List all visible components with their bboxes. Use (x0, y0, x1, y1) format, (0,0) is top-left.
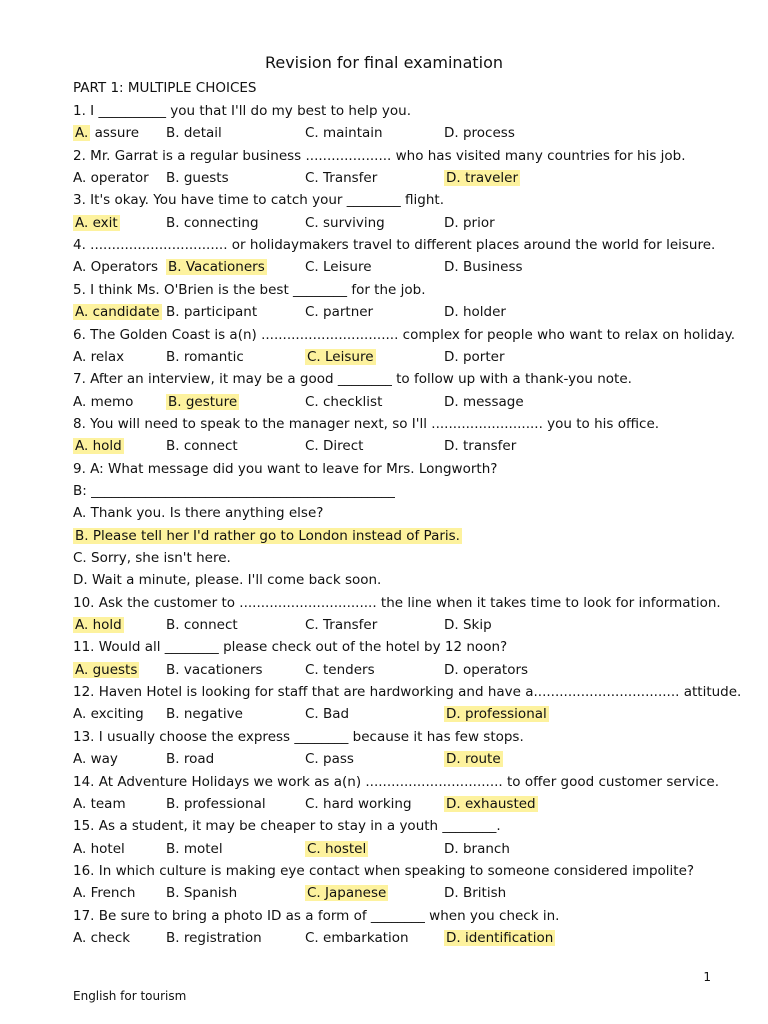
answer-option: C. embarkation (305, 929, 409, 946)
answer-option: A. memo (73, 393, 134, 410)
answer-option: B. negative (166, 706, 243, 723)
answer-option: B. gesture (168, 393, 238, 410)
question-line: 2. Mr. Garrat is a regular business .................... who has visited many countries for his job. (73, 147, 686, 164)
answer-option: A. check (73, 929, 131, 946)
answer-option: B. detail (166, 125, 222, 142)
question-line: 9. A: What message did you want to leave for Mrs. Longworth? (73, 460, 498, 477)
question-line: 11. Would all ________ please check out of the hotel by 12 noon? (73, 639, 508, 656)
question-line: 4. ................................ or holidaymakers travel to different places around the world for leisure. (73, 237, 716, 254)
answer-option: D. route (446, 751, 501, 768)
question-line: D. Wait a minute, please. I'll come back soon. (73, 572, 382, 589)
footer-course: English for tourism (73, 989, 187, 1003)
question-line: 13. I usually choose the express ________ because it has few stops. (73, 728, 524, 745)
question-line: 12. Haven Hotel is looking for staff that are hardworking and have a.................................. attitude. (73, 684, 742, 701)
answer-option: B. connect (166, 617, 238, 634)
answer-option: D. message (444, 393, 524, 410)
answer-option: B. vacationers (166, 661, 263, 678)
answer-option: A. hotel (73, 840, 125, 857)
answer-option: A. way (73, 751, 118, 768)
answer-option: D. British (444, 885, 507, 902)
answer-option: A. assure (75, 125, 140, 142)
question-line: 7. After an interview, it may be a good ________ to follow up with a thank-you note. (73, 371, 632, 388)
answer-option: C. hard working (305, 795, 412, 812)
answer-option: C. partner (305, 304, 374, 321)
answer-option: B. Spanish (166, 885, 238, 902)
answer-option: A. hold (75, 438, 122, 455)
answer-option: C. tenders (305, 661, 375, 678)
question-line: A. Thank you. Is there anything else? (73, 505, 324, 522)
answer-option: D. holder (444, 304, 506, 321)
answer-option: C. checklist (305, 393, 383, 410)
answer-option: A. team (73, 795, 126, 812)
question-line: 5. I think Ms. O'Brien is the best ________ for the job. (73, 281, 426, 298)
answer-option: D. operators (444, 661, 529, 678)
answer-option: B. motel (166, 840, 223, 857)
question-line: C. Sorry, she isn't here. (73, 550, 231, 566)
answer-option: B. romantic (166, 348, 244, 365)
answer-option: D. transfer (444, 438, 517, 455)
answer-option: A. relax (73, 348, 125, 365)
question-line: B: _____________________________________________ (73, 482, 395, 499)
answer-option: A. operator (73, 170, 149, 187)
answer-option: D. professional (446, 706, 547, 723)
question-line: 14. At Adventure Holidays we work as a(n) ................................ to offer good customer service. (73, 773, 720, 790)
answer-option: D. prior (444, 214, 495, 231)
answer-option: C. surviving (305, 214, 385, 231)
answer-option: C. Leisure (307, 348, 374, 365)
question-line: 6. The Golden Coast is a(n) ................................ complex for people who want to relax on holiday. (73, 326, 736, 343)
answer-option: B. participant (166, 304, 258, 321)
answer-option: B. connecting (166, 214, 259, 231)
page-number: 1 (703, 970, 711, 984)
section-heading: PART 1: MULTIPLE CHOICES (73, 80, 257, 96)
answer-option: C. Leisure (305, 259, 372, 276)
question-line: B. Please tell her I'd rather go to London instead of Paris. (75, 527, 460, 544)
answer-option: A. hold (75, 617, 122, 634)
answer-option: B. connect (166, 438, 238, 455)
answer-option: A. guests (75, 661, 138, 678)
answer-option: C. pass (305, 751, 354, 768)
answer-option: D. traveler (446, 170, 518, 187)
answer-option: A. French (73, 885, 136, 902)
answer-option: B. professional (166, 795, 266, 812)
question-line: 15. As a student, it may be cheaper to stay in a youth ________. (73, 818, 501, 835)
question-line: 3. It's okay. You have time to catch your ________ flight. (73, 192, 445, 209)
answer-option: C. Bad (305, 706, 350, 723)
answer-option: C. maintain (305, 125, 383, 142)
answer-option: B. road (166, 751, 215, 768)
question-line: 10. Ask the customer to ................................ the line when it takes time to look for information. (73, 594, 721, 611)
question-line: 1. I __________ you that I'll do my best to help you. (73, 103, 411, 119)
answer-option: D. Business (444, 259, 523, 276)
question-line: 16. In which culture is making eye contact when speaking to someone considered impolite? (73, 862, 695, 879)
answer-option: B. registration (166, 929, 262, 946)
answer-option: A. exciting (73, 706, 144, 723)
answer-option: C. Japanese (307, 885, 387, 902)
answer-option: A. Operators (73, 259, 159, 276)
question-line: 8. You will need to speak to the manager next, so I'll .......................... you to his office. (73, 415, 660, 432)
answer-option: C. hostel (307, 840, 367, 857)
answer-option: D. identification (446, 929, 554, 946)
answer-option: D. process (444, 125, 515, 142)
answer-option: D. exhausted (446, 795, 536, 812)
answer-option: C. Transfer (305, 617, 378, 634)
answer-option: D. porter (444, 348, 505, 365)
page-title: Revision for final examination (264, 53, 504, 72)
answer-option: D. Skip (444, 617, 492, 634)
question-line: 17. Be sure to bring a photo ID as a form of ________ when you check in. (73, 907, 560, 924)
answer-option: A. exit (75, 214, 118, 231)
answer-option: C. Transfer (305, 170, 378, 187)
answer-option: B. Vacationers (168, 259, 265, 276)
answer-option: D. branch (444, 840, 510, 857)
answer-option: B. guests (166, 170, 229, 187)
answer-option: C. Direct (305, 438, 364, 455)
answer-option: A. candidate (75, 304, 160, 321)
